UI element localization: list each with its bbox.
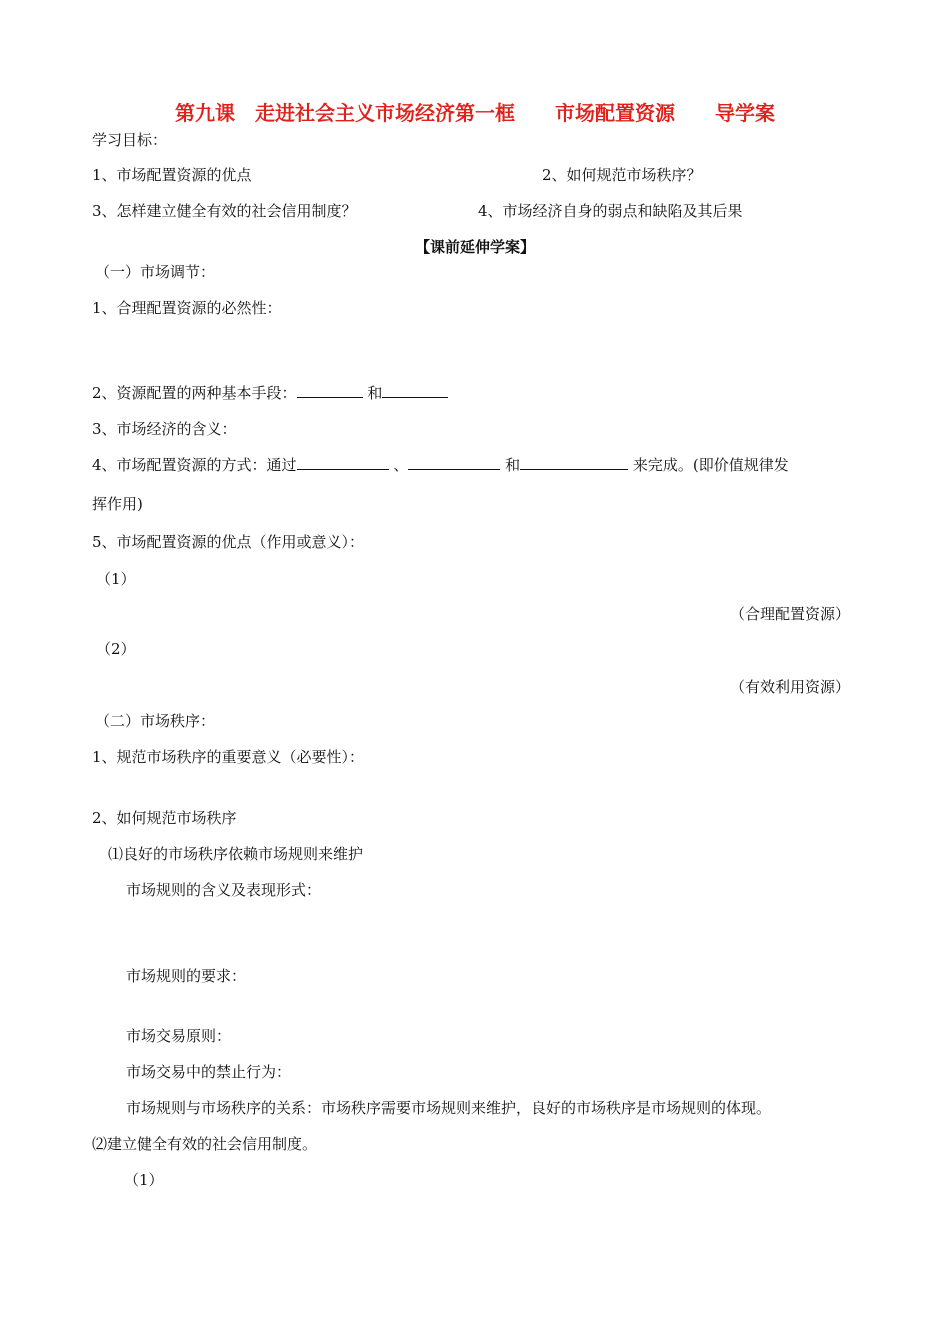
page-title: 第九课 走进社会主义市场经济第一框 市场配置资源 导学案 — [175, 101, 775, 125]
rules-requirements: 市场规则的要求： — [126, 967, 247, 985]
goals-heading: 学习目标： — [92, 131, 168, 149]
fill-blank[interactable] — [408, 455, 500, 470]
question-text: 2、资源配置的两种基本手段： — [92, 384, 297, 402]
part2-heading: （二）市场秩序： — [95, 712, 216, 730]
question-market-economy: 3、市场经济的含义： — [92, 420, 237, 438]
subsection-credit-system: ⑵建立健全有效的社会信用制度。 — [92, 1135, 318, 1153]
list-item: （2） — [96, 640, 136, 658]
goal-item: 1、市场配置资源的优点 — [92, 166, 252, 184]
fill-blank[interactable] — [520, 455, 628, 470]
goal-item: 4、市场经济自身的弱点和缺陷及其后果 — [478, 202, 743, 220]
prohibited-behaviors: 市场交易中的禁止行为： — [126, 1063, 292, 1081]
trade-principles: 市场交易原则： — [126, 1027, 232, 1045]
goal-item: 3、怎样建立健全有效的社会信用制度？ — [92, 202, 357, 220]
fill-blank[interactable] — [297, 383, 363, 398]
fill-blank[interactable] — [297, 455, 389, 470]
question-allocation-method — [92, 455, 789, 475]
section-title: 【课前延伸学案】 — [414, 238, 535, 256]
part1-heading: （一）市场调节： — [95, 263, 216, 281]
conjunction: 和 — [367, 384, 383, 402]
item-note: （有效利用资源） — [729, 678, 850, 696]
question-two-means — [92, 383, 448, 403]
subsection-rules: ⑴良好的市场秩序依赖市场规则来维护 — [108, 845, 364, 863]
question-text: 4、市场配置资源的方式：通过 — [92, 456, 297, 474]
question-suffix: 来完成。(即价值规律发 — [632, 456, 789, 474]
question-advantages: 5、市场配置资源的优点（作用或意义）： — [92, 533, 365, 551]
question-significance: 1、规范市场秩序的重要意义（必要性）： — [92, 748, 365, 766]
list-item: （1） — [96, 570, 136, 588]
goal-item: 2、如何规范市场秩序？ — [542, 166, 702, 184]
rules-order-relation: 市场规则与市场秩序的关系：市场秩序需要市场规则来维护，良好的市场秩序是市场规则的体现。 — [126, 1099, 772, 1117]
item-note: （合理配置资源） — [729, 605, 850, 623]
question-necessity: 1、合理配置资源的必然性： — [92, 299, 282, 317]
question-how-regulate: 2、如何规范市场秩序 — [92, 809, 237, 827]
separator: 、 — [393, 456, 409, 474]
rules-meaning: 市场规则的含义及表现形式： — [126, 881, 322, 899]
question-continuation: 挥作用) — [92, 495, 143, 513]
list-item: （1） — [124, 1171, 164, 1189]
conjunction: 和 — [505, 456, 521, 474]
fill-blank[interactable] — [382, 383, 448, 398]
